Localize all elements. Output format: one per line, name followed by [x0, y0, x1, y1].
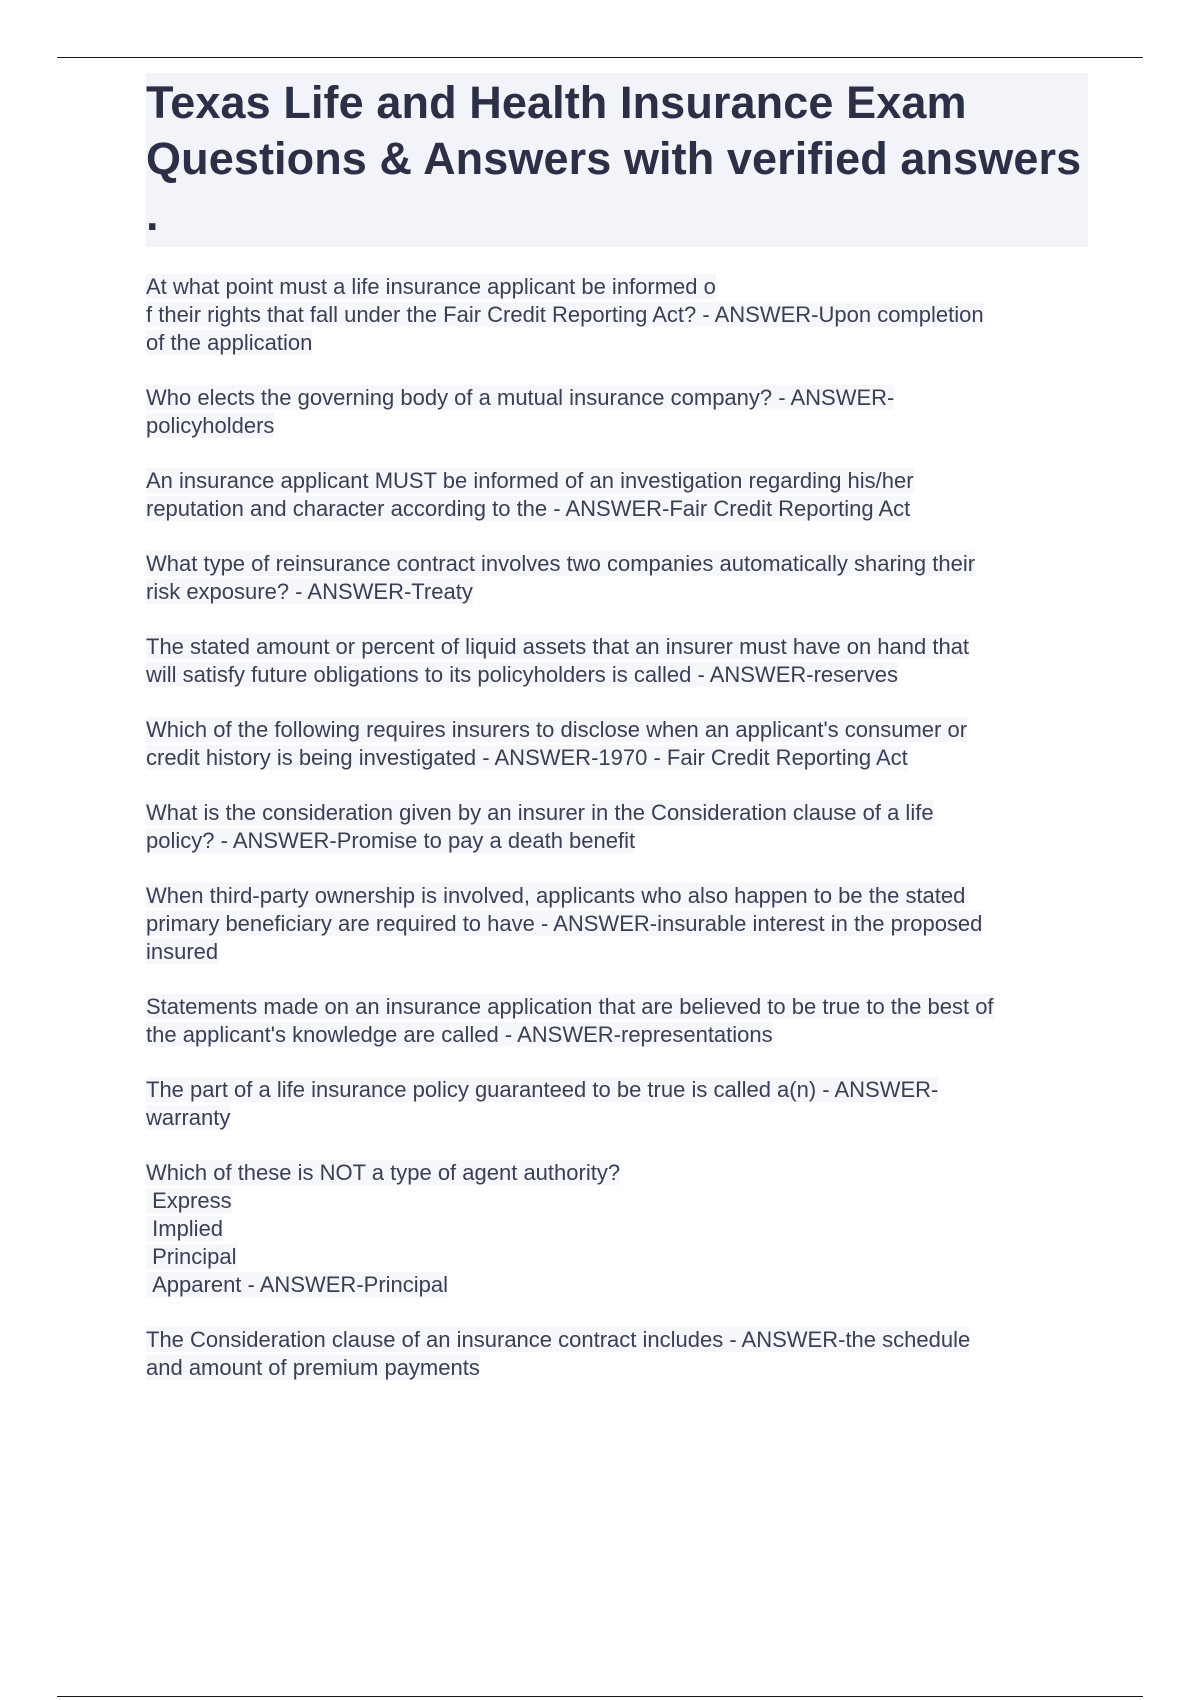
qa-line: insured: [146, 939, 219, 964]
qa-line: Principal: [146, 1244, 237, 1269]
bottom-rule: [57, 1696, 1143, 1697]
qa-line: Which of these is NOT a type of agent authority?: [146, 1160, 621, 1185]
qa-item: [146, 716, 1088, 772]
qa-item: [146, 882, 1088, 966]
qa-line: Apparent - ANSWER-Principal: [146, 1272, 449, 1297]
document-title: Texas Life and Health Insurance Exam Questions & Answers with verified answers .: [146, 77, 1082, 240]
top-rule: [57, 57, 1143, 58]
qa-line: risk exposure? - ANSWER-Treaty: [146, 579, 473, 604]
title-block: [146, 73, 1088, 247]
qa-line: policyholders: [146, 413, 275, 438]
qa-line: Statements made on an insurance application that are believed to be true to the best of: [146, 994, 994, 1019]
qa-line: The part of a life insurance policy guaranteed to be true is called a(n) - ANSWER-: [146, 1077, 939, 1102]
qa-line: Express: [146, 1188, 232, 1213]
qa-line: warranty: [146, 1105, 231, 1130]
qa-item: [146, 550, 1088, 606]
qa-item: [146, 1159, 1088, 1299]
qa-item: [146, 1326, 1088, 1382]
qa-line: credit history is being investigated - ANSWER-1970 - Fair Credit Reporting Act: [146, 745, 908, 770]
qa-item: [146, 384, 1088, 440]
qa-line: primary beneficiary are required to have - ANSWER-insurable interest in the proposed: [146, 911, 983, 936]
qa-line: f their rights that fall under the Fair Credit Reporting Act? - ANSWER-Upon completion: [146, 302, 984, 327]
qa-item: [146, 1076, 1088, 1132]
qa-line: will satisfy future obligations to its policyholders is called - ANSWER-reserves: [146, 662, 898, 687]
qa-line: The stated amount or percent of liquid assets that an insurer must have on hand that: [146, 634, 970, 659]
qa-line: Implied: [146, 1216, 224, 1241]
document-body: [146, 73, 1088, 1409]
qa-item: [146, 467, 1088, 523]
qa-line: and amount of premium payments: [146, 1355, 480, 1380]
qa-line: At what point must a life insurance applicant be informed o: [146, 274, 716, 299]
qa-line: What type of reinsurance contract involves two companies automatically sharing their: [146, 551, 976, 576]
qa-line: reputation and character according to the - ANSWER-Fair Credit Reporting Act: [146, 496, 911, 521]
qa-item: [146, 633, 1088, 689]
qa-item: [146, 799, 1088, 855]
qa-line: of the application: [146, 330, 313, 355]
qa-item: [146, 993, 1088, 1049]
qa-line: policy? - ANSWER-Promise to pay a death benefit: [146, 828, 636, 853]
qa-item: [146, 273, 1088, 357]
qa-line: Which of the following requires insurers to disclose when an applicant's consumer or: [146, 717, 968, 742]
qa-line: the applicant's knowledge are called - ANSWER-representations: [146, 1022, 773, 1047]
qa-line: When third-party ownership is involved, applicants who also happen to be the stated: [146, 883, 966, 908]
qa-line: What is the consideration given by an insurer in the Consideration clause of a life: [146, 800, 934, 825]
qa-line: An insurance applicant MUST be informed of an investigation regarding his/her: [146, 468, 914, 493]
qa-line: The Consideration clause of an insurance contract includes - ANSWER-the schedule: [146, 1327, 971, 1352]
qa-line: Who elects the governing body of a mutual insurance company? - ANSWER-: [146, 385, 895, 410]
qa-list: [146, 273, 1088, 1382]
